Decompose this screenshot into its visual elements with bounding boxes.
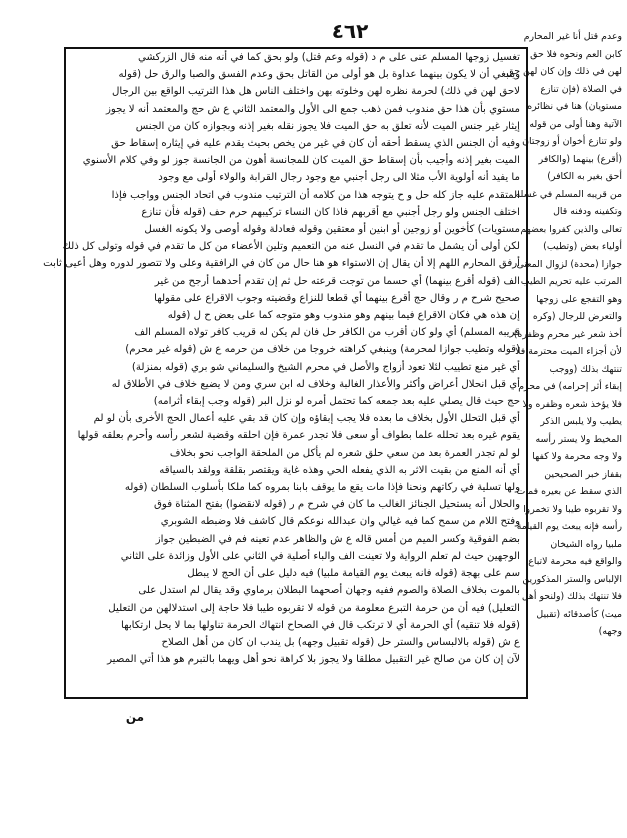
matn-line: المرتب عليه تحريم الطيب (520, 276, 622, 287)
matn-line: وهو التفجع على زوجها (536, 293, 622, 305)
commentary-line: أي قبل التحلل الأول بخلاف ما بعده فلا يجب إبقاؤه وإن كان قد بقي عليه أعمال الحج الأخرى بأن لو لم (93, 413, 520, 425)
commentary-line: سم على بهجة (قوله فانه يبعث يوم القيامة ملبيا) فيه دليل على أن الحج لا يبطل (187, 568, 520, 580)
commentary-line: لآن إن كان من صالح غير التقبيل مطلقا ولا يجوز بلا كراهة نحو أهل ويهما بالتبرم هو هذا أتي المصير (107, 654, 520, 666)
commentary-line: أي أنه المنع من بقيت الاثر به الذي يفعله الحي وهذه غاية ويقتصر بقلقة وولقد بالسياقه (159, 464, 520, 476)
matn-line: وجهه) (598, 626, 622, 637)
matn-line: أولياء بعض (وتطيب) (543, 241, 622, 252)
commentary-line: وفتح اللام من سمح كما فيه غيالي وان عبدالله نوعكم قال كاشف فلا وضبطه الشوبري (160, 516, 520, 528)
matn-line: يطيب ولا يلبس الذكر (540, 416, 622, 427)
matn-text (506, 28, 622, 728)
matn-line: جوازا (محدة) لزوال المعنى (516, 258, 622, 270)
commentary-line: ولها تسلية في ركاتهم ونحنا فإذا مات يقع ما يوقف بابنا بمروه كما ملكا بأسلوب السلطان (قوله (124, 482, 520, 494)
commentary-line: مستويات) كأخوين أو زوجين أو ابنين أو معتقين وقوله فعادلة وقوله أوصى ولا يكونه الغسل (144, 224, 520, 236)
commentary-line: المتقدم عليه جاز كله حل و ح يتوجه هذا من كلامه أن الترتيب مندوب في اتحاد الجنس وواجب فإذا (111, 189, 520, 201)
commentary-line: الميت بغير إذنه وأجيب بأن إسقاط حق الميت كان للمجانسة أهون من الجانسة جوز لو وفي كلام الأسنوي (82, 155, 520, 167)
matn-line: ملبيا رواه الشيخان (550, 538, 622, 550)
commentary-line: أي غير منع تطييب لئلا تعود أزواج والأصل في محرم الشيخ والسليماني شو بري (قوله بمنزلة) (131, 361, 520, 373)
matn-line: مستويان) هنا في نظائره (527, 101, 622, 112)
commentary-line: حج حيث قال يصلي عليه بعد جمعه كما تحتمل أمره لو نزل البر (قوله وجب إبقاء أثرامه) (153, 396, 520, 408)
commentary-line: (قوله فلا تنقيه) أي الحرمة أي لا ترتكب قال في الصحاح انتهاك الحرمة تناولها بما لا يحل ارتكابها (121, 619, 520, 631)
commentary-text (43, 49, 520, 699)
matn-line: كابن العم ونحوه فلا حق (530, 48, 622, 60)
matn-line: الإلباس والستر المذكورين (522, 573, 622, 585)
commentary-line: وينبغي أن لا يكون بينهما عداوة بل هو أولى من القاتل بحق وعدم الفسق والصبا والرق حل (قوله (118, 69, 520, 81)
matn-line: الآتية وهنا أولى من قوله (529, 118, 622, 130)
matn-line: ولا تقربوه طيبا ولا تخمروا (523, 503, 622, 515)
commentary-line: والحلال أنه يستحيل الجنائز الغالب ما كان في شرح م ر (قوله لانقضوا) بفتح المثناة فوق (154, 499, 520, 511)
commentary-line: يقوم غيره بعد تحلله علما بطواف أو سعى فلا تجدر عمرة فإن احلقه وقضية لشعر رأسه وأحرم بعلقه قولها (77, 430, 520, 442)
matn-line: والواقع فيه محرمة لاتباع (528, 556, 622, 567)
catchword: من (125, 710, 145, 724)
commentary-line: إيثار غير جنس الميت لأنه تعلق به حق الميت فلا يجوز نقله بغير إذنه وبجوازه كان من الجنس (135, 120, 520, 132)
commentary-line: لاحق لهن في ذلك) لحرمة نظره لهن وخلوته بهن واختلف الناس هل هذا الترتيب الواقع بين الرجال (111, 86, 520, 98)
commentary-line: إن هذه هي فكان الاقراع فيما بينهم وهو مندوب وهو متوجه كما على بعض ح ل (قوله (167, 310, 520, 322)
commentary-line: اختلف الجنس ولو رجل أجنبي مع أقربهم فاذا كان النساء تركيبهم حرم حف (قوله فأن تنازع (141, 206, 520, 218)
matn-line: أحق بغير به الكافر) (547, 171, 622, 182)
matn-line: (أقرع) بينهما (والكافر (538, 153, 622, 165)
commentary-line: لو لم تجدر العمرة بعد من سعي حلق شعره لم يأكل من الملحقة الواجب نحو بخلاف (169, 447, 520, 459)
matn-line: في الصلاة (فإن تنازع (540, 83, 622, 95)
commentary-line: وفيه أن الجنس الذي يسقط أحقه أن كان في غير من يخص بحيث يقدم عليه في إيثاره إسقاط حق (111, 138, 520, 150)
matn-line: فلا يؤخذ شعره وظفره ولا (522, 398, 622, 410)
matn-line: وتكفينه ودفنه قال (553, 206, 622, 217)
commentary-line: (قوله وتطيب جوازا لمحرمة) وينبغي كراهته خروجا من خلاف من حرمه ع ش (قوله غير محرم) (125, 344, 520, 356)
matn-line: تعالى والذين كفروا بعضهم (520, 223, 622, 235)
matn-line: رأسه فإنه يبعث يوم القيامة (516, 521, 622, 532)
commentary-line: الوجهين حيث لم تعلم الرواية ولا تعينت الف والباء أصلية في الثاني على الأول وزائدة على الثاني (120, 550, 520, 562)
matn-line: تنتهك بذلك (ووجب (549, 363, 622, 375)
matn-line: أخذ شعر غير محرم وظفره) (513, 328, 622, 340)
commentary-line: ع ش (قوله بالالبساس والستر حل (قوله تقبيل وجهه) بل يندب ان كان من أهل الصلاح (161, 636, 520, 648)
commentary-line: بالموت بخلاف الصلاة والصوم ففيه وجهان أصحهما البطلان برماوي وقد يقال لم استدل على (138, 585, 520, 597)
commentary-line: صحيح شرح م ر وقال حج أقرع بينهما أي قطعا للنزاع وقضيته وجوب الاقراع على مقولها (154, 292, 520, 304)
commentary-line: مستوي بأن هذا حق مندوب فمن ذهب جمع الى الأول والمعتمد الثاني ع ش حج والمعتمد أنه لا يجوز (105, 103, 520, 115)
matn-line: ولا وجه محرمة ولا كفها (532, 451, 622, 462)
matn-line: المخيط ولا يستر رأسه (535, 433, 622, 445)
matn-line: الذي سقط عن بعيره فمات (516, 486, 622, 497)
matn-line: وعدم قتل أنا غير المحارم (523, 31, 622, 42)
commentary-line: بضم الفوقية وكسر الميم من أمس قاله ع ش والظاهر عدم تعينه فم في الضبطين جواز (155, 533, 520, 545)
commentary-line: التعليل) فيه أن من حرمة التبرع معلومة من قوله لا تقربوه طيبا فلا حاجة إلى استدلالهن من التعليل (108, 602, 520, 614)
commentary-line: تغسيل زوجها المسلم عنى على م د (قوله وعم قتل) ولو بحق كما في أنه منه قال الزركشي (138, 52, 520, 63)
matn-line: بقفاز خبر الصحيحين (544, 468, 622, 480)
commentary-line: قريبه المسلم) أي ولو كان أقرب من الكافر حل فان لم يكن له قريب كافر تولاه المسلم الف (134, 327, 520, 339)
matn-line: فلا تنتهك بذلك (ولنحو أهل (521, 591, 622, 602)
matn-line: ميت) كأصدقائه (تقبيل (536, 608, 622, 620)
matn-line: والتعرض للرجال (وكره (532, 311, 622, 322)
commentary-line: أي قبل انحلال أعراض وأكثر والأعذار الغالبة وخلاف له ابن سري ومن لا يضيع خلاف في الأطلاق له (111, 378, 520, 390)
matn-line: لهن في ذلك وإن كان لهن حق (506, 66, 622, 77)
matn-line: إبقاء أثر إحرامه) في محرم (518, 381, 622, 392)
commentary-line: ما يفيد أنه أولوية الأب مثلا الى رجل أجنبي مع وجود رجال القرابة والولاء أولى مع وجود (158, 172, 520, 184)
commentary-line: الف (قوله أقرع بينهما) أي حسما من توجت قرعته حل ثم إن تقدم أحدهما أرجح من غير (154, 275, 520, 287)
commentary-line: لكن أولى أن يشمل ما تقدم في النسل عنه من التعميم وتلين الأعضاء من كل ما تقدم في قوله وتولى كل ذلك (62, 241, 520, 253)
matn-line: من قريبه المسلم في غسله (515, 188, 622, 200)
commentary-line: أرفق المحارم اللهم إلا أن يقال إن الاستواء هو هنا حال من كان في الرافقية وعلى ولا تتصور لدوره وهل أعيى ثابت (43, 258, 520, 270)
matn-line: ولو تنازع أخوان أو زوجتان (522, 136, 622, 147)
matn-line: لأن أجزاء الميت محترمة فلا (515, 346, 622, 357)
page-number: ٤٦٢ (331, 19, 369, 43)
